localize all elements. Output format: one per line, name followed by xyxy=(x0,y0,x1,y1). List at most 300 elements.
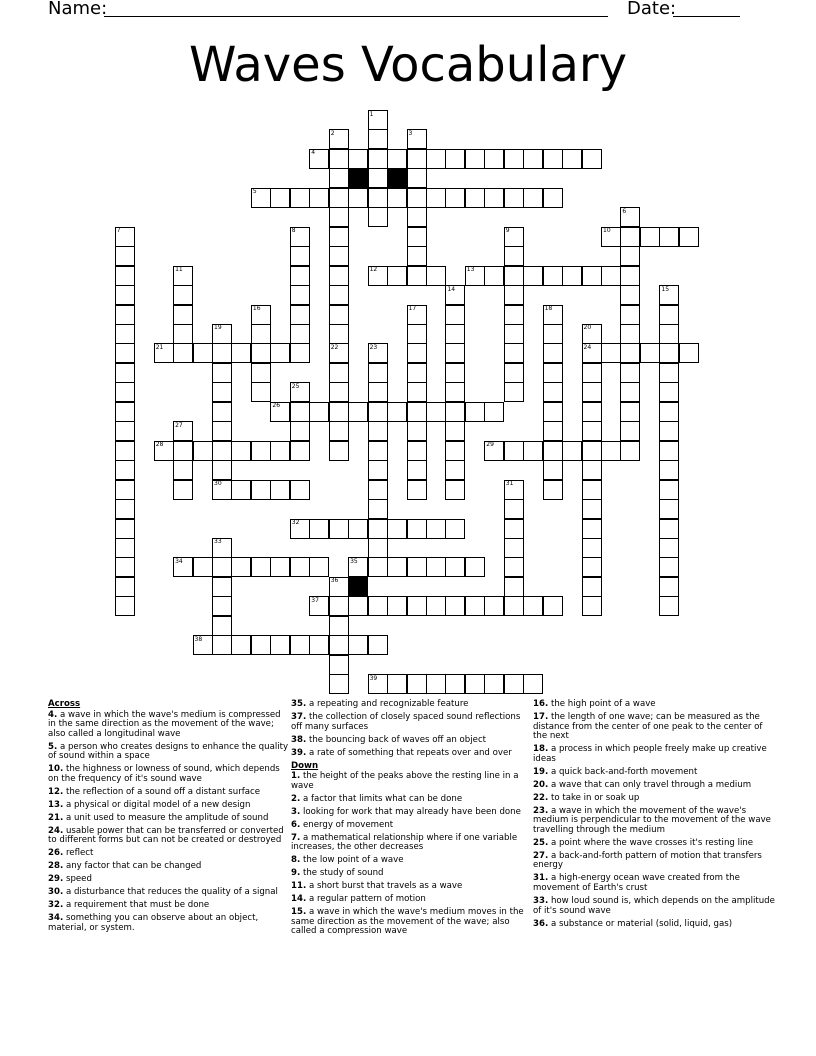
grid-cell[interactable] xyxy=(407,168,427,188)
grid-cell[interactable] xyxy=(115,382,135,402)
grid-cell[interactable] xyxy=(251,382,271,402)
grid-cell[interactable] xyxy=(115,499,135,519)
grid-cell[interactable] xyxy=(290,480,310,500)
grid-cell[interactable] xyxy=(115,305,135,325)
grid-cell[interactable] xyxy=(426,149,446,169)
grid-cell[interactable] xyxy=(620,227,640,247)
grid-cell[interactable] xyxy=(290,305,310,325)
grid-cell[interactable] xyxy=(445,519,465,539)
grid-cell[interactable] xyxy=(387,557,407,577)
grid-cell[interactable] xyxy=(407,421,427,441)
grid-cell[interactable] xyxy=(620,324,640,344)
grid-cell[interactable] xyxy=(659,382,679,402)
grid-cell[interactable] xyxy=(620,382,640,402)
grid-cell[interactable] xyxy=(407,480,427,500)
grid-cell[interactable] xyxy=(465,674,485,694)
grid-cell[interactable] xyxy=(387,149,407,169)
grid-cell[interactable] xyxy=(270,635,290,655)
grid-cell[interactable] xyxy=(504,499,524,519)
grid-cell[interactable] xyxy=(329,246,349,266)
grid-cell[interactable] xyxy=(115,343,135,363)
grid-cell[interactable] xyxy=(173,305,193,325)
grid-cell[interactable] xyxy=(659,596,679,616)
grid-cell[interactable] xyxy=(504,382,524,402)
grid-cell[interactable] xyxy=(445,557,465,577)
grid-cell[interactable] xyxy=(290,246,310,266)
grid-cell[interactable] xyxy=(407,382,427,402)
grid-cell[interactable] xyxy=(504,285,524,305)
grid-cell[interactable] xyxy=(173,285,193,305)
grid-cell[interactable] xyxy=(465,188,485,208)
grid-cell[interactable] xyxy=(309,519,329,539)
grid-cell[interactable] xyxy=(445,343,465,363)
grid-cell[interactable] xyxy=(387,674,407,694)
grid-cell[interactable] xyxy=(582,480,602,500)
grid-cell[interactable] xyxy=(426,402,446,422)
grid-cell[interactable] xyxy=(407,149,427,169)
grid-cell[interactable] xyxy=(115,538,135,558)
grid-cell[interactable] xyxy=(387,596,407,616)
grid-cell[interactable] xyxy=(368,207,388,227)
grid-cell[interactable] xyxy=(309,402,329,422)
grid-cell[interactable] xyxy=(290,188,310,208)
grid-cell[interactable] xyxy=(368,538,388,558)
grid-cell[interactable] xyxy=(329,674,349,694)
grid-cell[interactable] xyxy=(368,480,388,500)
grid-cell[interactable] xyxy=(212,577,232,597)
grid-cell[interactable] xyxy=(368,402,388,422)
grid-cell[interactable] xyxy=(601,266,621,286)
grid-cell[interactable] xyxy=(270,441,290,461)
grid-cell[interactable] xyxy=(309,188,329,208)
grid-cell[interactable] xyxy=(115,460,135,480)
grid-cell[interactable] xyxy=(445,421,465,441)
clue-item: 39. a rate of something that repeats over and over xyxy=(291,747,512,758)
grid-cell[interactable] xyxy=(659,519,679,539)
clue-number-2: 2 xyxy=(330,129,335,137)
grid-cell[interactable] xyxy=(620,441,640,461)
grid-cell[interactable] xyxy=(543,343,563,363)
grid-cell[interactable] xyxy=(543,382,563,402)
grid-cell[interactable] xyxy=(659,305,679,325)
grid-cell[interactable] xyxy=(368,129,388,149)
grid-cell[interactable] xyxy=(640,227,660,247)
grid-cell[interactable] xyxy=(484,188,504,208)
grid-cell[interactable] xyxy=(426,596,446,616)
grid-cell[interactable] xyxy=(329,441,349,461)
grid-cell[interactable] xyxy=(659,577,679,597)
grid-cell[interactable] xyxy=(115,577,135,597)
grid-cell[interactable] xyxy=(445,382,465,402)
grid-cell[interactable] xyxy=(426,266,446,286)
grid-cell[interactable] xyxy=(445,460,465,480)
grid-cell[interactable] xyxy=(504,441,524,461)
grid-cell[interactable] xyxy=(407,246,427,266)
grid-cell[interactable] xyxy=(387,519,407,539)
grid-cell[interactable] xyxy=(484,266,504,286)
grid-cell[interactable] xyxy=(231,480,251,500)
grid-cell[interactable] xyxy=(115,363,135,383)
grid-cell[interactable] xyxy=(290,441,310,461)
grid-cell[interactable] xyxy=(445,596,465,616)
grid-cell[interactable] xyxy=(504,577,524,597)
grid-cell[interactable] xyxy=(407,363,427,383)
grid-cell[interactable] xyxy=(251,343,271,363)
grid-cell[interactable] xyxy=(465,149,485,169)
grid-cell[interactable] xyxy=(368,421,388,441)
grid-cell[interactable] xyxy=(173,441,193,461)
grid-cell[interactable] xyxy=(484,674,504,694)
grid-cell[interactable] xyxy=(523,596,543,616)
grid-cell[interactable] xyxy=(659,538,679,558)
clue-number-37: 37 xyxy=(311,596,319,604)
grid-cell[interactable] xyxy=(251,324,271,344)
grid-cell[interactable] xyxy=(368,382,388,402)
grid-cell[interactable] xyxy=(484,596,504,616)
grid-cell[interactable] xyxy=(348,188,368,208)
grid-cell[interactable] xyxy=(659,343,679,363)
grid-cell[interactable] xyxy=(348,402,368,422)
grid-cell[interactable] xyxy=(329,266,349,286)
grid-cell[interactable] xyxy=(407,519,427,539)
grid-cell[interactable] xyxy=(309,557,329,577)
grid-cell[interactable] xyxy=(601,441,621,461)
grid-cell[interactable] xyxy=(115,402,135,422)
grid-cell[interactable] xyxy=(212,421,232,441)
grid-cell[interactable] xyxy=(562,441,582,461)
grid-cell[interactable] xyxy=(407,460,427,480)
grid-cell[interactable] xyxy=(368,557,388,577)
grid-cell[interactable] xyxy=(543,402,563,422)
grid-cell[interactable] xyxy=(368,596,388,616)
grid-cell[interactable] xyxy=(543,596,563,616)
grid-cell[interactable] xyxy=(504,305,524,325)
grid-cell[interactable] xyxy=(329,382,349,402)
grid-cell[interactable] xyxy=(251,557,271,577)
grid-cell[interactable] xyxy=(504,519,524,539)
grid-cell[interactable] xyxy=(173,343,193,363)
grid-cell[interactable] xyxy=(407,596,427,616)
grid-cell[interactable] xyxy=(445,674,465,694)
grid-cell[interactable] xyxy=(329,616,349,636)
grid-cell[interactable] xyxy=(290,557,310,577)
grid-cell[interactable] xyxy=(582,577,602,597)
grid-cell[interactable] xyxy=(290,324,310,344)
grid-cell[interactable] xyxy=(368,460,388,480)
grid-cell[interactable] xyxy=(407,324,427,344)
grid-cell[interactable] xyxy=(523,674,543,694)
grid-cell[interactable] xyxy=(368,635,388,655)
grid-cell[interactable] xyxy=(270,480,290,500)
grid-cell[interactable] xyxy=(270,557,290,577)
clue-number: 8. xyxy=(291,855,301,866)
grid-cell[interactable] xyxy=(582,382,602,402)
grid-cell[interactable] xyxy=(329,285,349,305)
grid-cell[interactable] xyxy=(115,324,135,344)
grid-cell[interactable] xyxy=(270,343,290,363)
grid-cell[interactable] xyxy=(231,343,251,363)
grid-cell[interactable] xyxy=(426,519,446,539)
grid-cell[interactable] xyxy=(504,324,524,344)
grid-cell[interactable] xyxy=(348,149,368,169)
grid-cell[interactable] xyxy=(659,480,679,500)
grid-cell[interactable] xyxy=(251,635,271,655)
grid-cell[interactable] xyxy=(368,441,388,461)
grid-cell[interactable] xyxy=(115,421,135,441)
clue-item: 38. the bouncing back of waves off an object xyxy=(291,734,487,745)
grid-cell[interactable] xyxy=(368,168,388,188)
grid-cell[interactable] xyxy=(309,635,329,655)
clue-number-13: 13 xyxy=(466,266,475,274)
grid-cell[interactable] xyxy=(504,674,524,694)
clue-number: 2. xyxy=(291,793,301,804)
grid-cell[interactable] xyxy=(251,480,271,500)
grid-cell[interactable] xyxy=(465,557,485,577)
grid-cell[interactable] xyxy=(329,596,349,616)
grid-cell[interactable] xyxy=(562,149,582,169)
grid-cell[interactable] xyxy=(193,343,213,363)
grid-cell[interactable] xyxy=(582,596,602,616)
grid-cell[interactable] xyxy=(329,421,349,441)
grid-cell[interactable] xyxy=(407,207,427,227)
grid-cell[interactable] xyxy=(387,188,407,208)
grid-cell[interactable] xyxy=(115,441,135,461)
grid-cell[interactable] xyxy=(620,266,640,286)
grid-cell[interactable] xyxy=(582,402,602,422)
grid-cell[interactable] xyxy=(543,421,563,441)
grid-cell[interactable] xyxy=(407,227,427,247)
grid-cell[interactable] xyxy=(640,343,660,363)
grid-cell[interactable] xyxy=(329,363,349,383)
grid-cell[interactable] xyxy=(290,343,310,363)
grid-cell[interactable] xyxy=(407,343,427,363)
grid-cell[interactable] xyxy=(212,382,232,402)
grid-cell[interactable] xyxy=(504,538,524,558)
grid-cell[interactable] xyxy=(290,266,310,286)
grid-cell[interactable] xyxy=(329,207,349,227)
grid-cell[interactable] xyxy=(659,557,679,577)
grid-cell[interactable] xyxy=(523,441,543,461)
grid-cell[interactable] xyxy=(504,363,524,383)
grid-cell[interactable] xyxy=(504,246,524,266)
grid-cell[interactable] xyxy=(231,557,251,577)
grid-cell[interactable] xyxy=(659,421,679,441)
grid-cell[interactable] xyxy=(679,227,699,247)
grid-cell[interactable] xyxy=(465,402,485,422)
grid-cell[interactable] xyxy=(251,363,271,383)
grid-cell[interactable] xyxy=(620,421,640,441)
grid-cell[interactable] xyxy=(659,460,679,480)
grid-cell[interactable] xyxy=(445,441,465,461)
grid-cell[interactable] xyxy=(173,480,193,500)
grid-cell[interactable] xyxy=(329,188,349,208)
clue-number-12: 12 xyxy=(369,266,378,274)
grid-cell[interactable] xyxy=(582,421,602,441)
clue-item: 13. a physical or digital model of a new design xyxy=(48,799,251,810)
grid-cell[interactable] xyxy=(368,188,388,208)
grid-cell[interactable] xyxy=(445,188,465,208)
clue-item: 5. a person who creates designs to enhance the quality of sound within a space xyxy=(48,741,289,762)
grid-cell[interactable] xyxy=(387,266,407,286)
grid-cell[interactable] xyxy=(543,324,563,344)
clue-item: 37. the collection of closely spaced sound reflections off many surfaces xyxy=(291,711,521,732)
grid-cell[interactable] xyxy=(115,596,135,616)
grid-cell[interactable] xyxy=(504,188,524,208)
grid-cell[interactable] xyxy=(562,266,582,286)
clue-number: 25. xyxy=(533,837,549,848)
grid-cell[interactable] xyxy=(659,227,679,247)
grid-cell[interactable] xyxy=(212,596,232,616)
grid-cell[interactable] xyxy=(212,402,232,422)
grid-cell[interactable] xyxy=(543,149,563,169)
grid-cell[interactable] xyxy=(659,402,679,422)
grid-cell[interactable] xyxy=(115,557,135,577)
clue-number-22: 22 xyxy=(330,343,339,351)
grid-cell[interactable] xyxy=(212,343,232,363)
grid-cell[interactable] xyxy=(407,402,427,422)
grid-cell[interactable] xyxy=(582,460,602,480)
grid-cell[interactable] xyxy=(231,635,251,655)
clues-column-1 xyxy=(48,700,290,937)
grid-cell[interactable] xyxy=(504,266,524,286)
grid-cell[interactable] xyxy=(329,168,349,188)
grid-cell[interactable] xyxy=(620,363,640,383)
grid-cell[interactable] xyxy=(290,421,310,441)
grid-cell[interactable] xyxy=(543,480,563,500)
grid-cell[interactable] xyxy=(407,674,427,694)
grid-cell[interactable] xyxy=(290,285,310,305)
grid-cell[interactable] xyxy=(601,343,621,363)
grid-cell[interactable] xyxy=(582,499,602,519)
grid-cell[interactable] xyxy=(329,324,349,344)
grid-cell[interactable] xyxy=(212,363,232,383)
grid-cell[interactable] xyxy=(115,519,135,539)
grid-cell[interactable] xyxy=(348,519,368,539)
grid-cell[interactable] xyxy=(582,266,602,286)
grid-cell[interactable] xyxy=(348,635,368,655)
grid-cell[interactable] xyxy=(484,149,504,169)
grid-cell[interactable] xyxy=(407,266,427,286)
grid-cell[interactable] xyxy=(348,596,368,616)
grid-cell[interactable] xyxy=(523,188,543,208)
grid-cell[interactable] xyxy=(329,635,349,655)
clue-item: 22. to take in or soak up xyxy=(533,792,640,803)
grid-cell[interactable] xyxy=(504,596,524,616)
grid-cell[interactable] xyxy=(445,480,465,500)
grid-cell[interactable] xyxy=(329,519,349,539)
grid-cell[interactable] xyxy=(329,402,349,422)
clue-item: 16. the high point of a wave xyxy=(533,699,656,709)
grid-cell[interactable] xyxy=(445,305,465,325)
grid-cell[interactable] xyxy=(620,305,640,325)
grid-cell[interactable] xyxy=(115,266,135,286)
grid-cell[interactable] xyxy=(193,557,213,577)
grid-cell[interactable] xyxy=(445,402,465,422)
clue-number: 35. xyxy=(291,699,307,709)
grid-cell[interactable] xyxy=(543,188,563,208)
grid-cell[interactable] xyxy=(582,557,602,577)
clue-number: 13. xyxy=(48,799,64,810)
grid-cell[interactable] xyxy=(445,363,465,383)
grid-cell[interactable] xyxy=(329,227,349,247)
grid-cell[interactable] xyxy=(523,266,543,286)
grid-cell[interactable] xyxy=(659,363,679,383)
grid-cell[interactable] xyxy=(620,402,640,422)
grid-cell[interactable] xyxy=(173,324,193,344)
grid-cell[interactable] xyxy=(173,460,193,480)
grid-cell[interactable] xyxy=(620,246,640,266)
grid-cell[interactable] xyxy=(290,635,310,655)
grid-cell[interactable] xyxy=(620,285,640,305)
grid-cell[interactable] xyxy=(504,343,524,363)
grid-cell[interactable] xyxy=(368,499,388,519)
grid-cell[interactable] xyxy=(329,655,349,675)
grid-cell[interactable] xyxy=(212,616,232,636)
grid-cell[interactable] xyxy=(504,557,524,577)
grid-cell[interactable] xyxy=(582,441,602,461)
grid-cell[interactable] xyxy=(523,149,543,169)
grid-cell[interactable] xyxy=(484,402,504,422)
grid-cell[interactable] xyxy=(115,480,135,500)
grid-cell[interactable] xyxy=(543,460,563,480)
grid-cell[interactable] xyxy=(387,402,407,422)
grid-cell[interactable] xyxy=(543,363,563,383)
grid-cell[interactable] xyxy=(368,149,388,169)
grid-cell[interactable] xyxy=(212,460,232,480)
grid-cell[interactable] xyxy=(659,499,679,519)
clue-item: 3. looking for work that may already have been done xyxy=(291,806,521,817)
grid-cell[interactable] xyxy=(465,596,485,616)
grid-cell[interactable] xyxy=(504,149,524,169)
grid-cell[interactable] xyxy=(445,149,465,169)
grid-cell[interactable] xyxy=(251,441,271,461)
grid-cell[interactable] xyxy=(659,324,679,344)
grid-cell[interactable] xyxy=(231,441,251,461)
grid-cell[interactable] xyxy=(659,441,679,461)
grid-cell[interactable] xyxy=(620,343,640,363)
clue-number: 29. xyxy=(48,874,64,885)
grid-cell[interactable] xyxy=(193,441,213,461)
grid-cell[interactable] xyxy=(407,441,427,461)
grid-cell[interactable] xyxy=(115,246,135,266)
grid-cell[interactable] xyxy=(212,441,232,461)
grid-cell[interactable] xyxy=(543,266,563,286)
grid-cell[interactable] xyxy=(679,343,699,363)
grid-cell[interactable] xyxy=(582,149,602,169)
grid-cell[interactable] xyxy=(407,188,427,208)
grid-cell[interactable] xyxy=(212,635,232,655)
grid-cell[interactable] xyxy=(290,402,310,422)
grid-cell[interactable] xyxy=(329,149,349,169)
grid-cell[interactable] xyxy=(582,519,602,539)
clue-number-19: 19 xyxy=(214,324,222,332)
grid-cell[interactable] xyxy=(212,557,232,577)
grid-cell[interactable] xyxy=(582,363,602,383)
grid-cell[interactable] xyxy=(426,557,446,577)
grid-cell[interactable] xyxy=(368,519,388,539)
grid-cell[interactable] xyxy=(426,188,446,208)
grid-cell[interactable] xyxy=(407,557,427,577)
grid-cell[interactable] xyxy=(270,188,290,208)
clue-number: 6. xyxy=(291,819,301,830)
grid-cell[interactable] xyxy=(445,324,465,344)
grid-cell[interactable] xyxy=(543,441,563,461)
grid-cell[interactable] xyxy=(115,285,135,305)
grid-cell[interactable] xyxy=(368,363,388,383)
grid-cell[interactable] xyxy=(426,674,446,694)
grid-cell[interactable] xyxy=(329,305,349,325)
grid-cell[interactable] xyxy=(582,538,602,558)
